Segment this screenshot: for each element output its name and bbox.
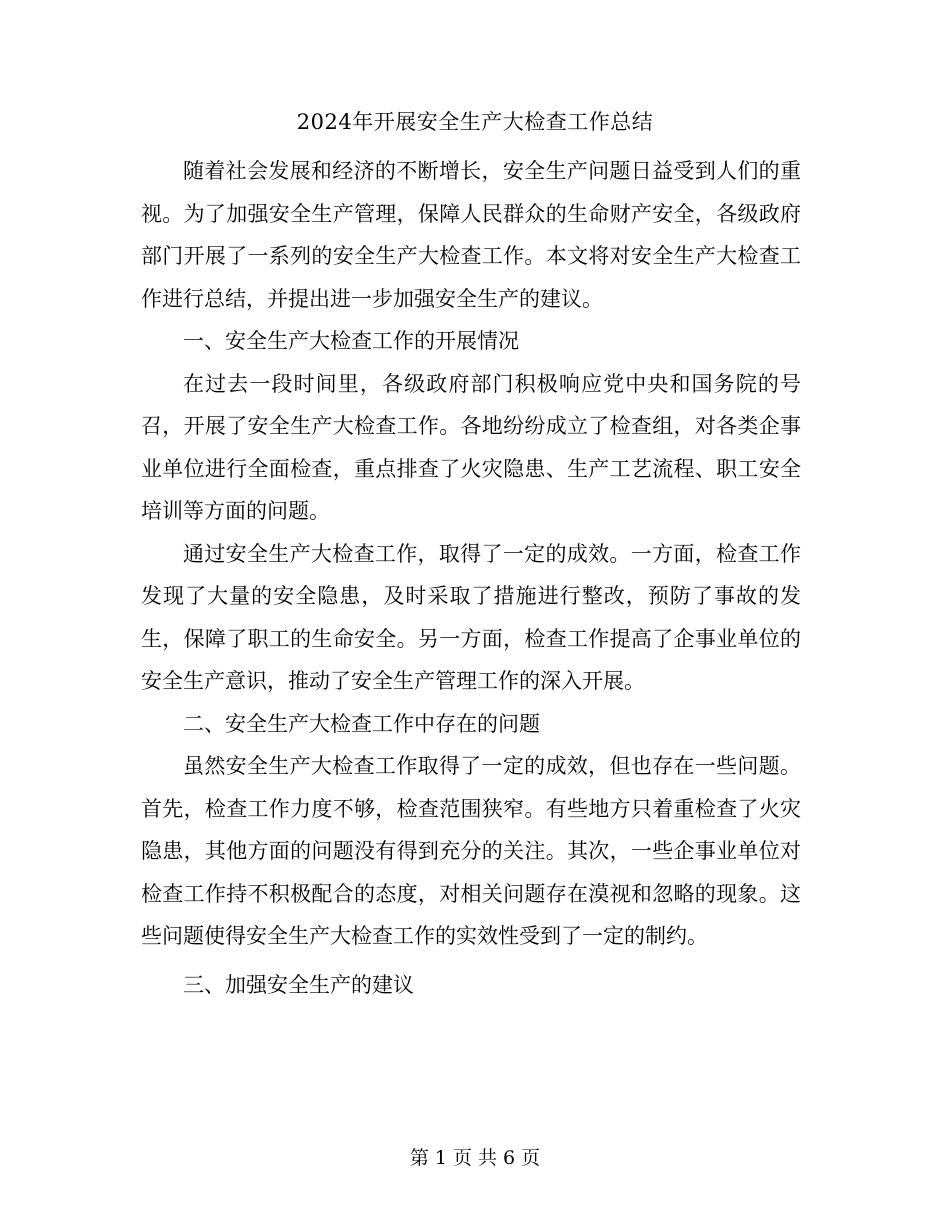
- document-body: [141, 150, 801, 1006]
- paragraph-section-1-b: 通过安全生产大检查工作，取得了一定的成效。一方面，检查工作发现了大量的安全隐患，及时采取了措施进行整改，预防了事故的发生，保障了职工的生命安全。另一方面，检查工作提高了企事业单位的安全生产意识，推动了安全生产管理工作的深入开展。: [141, 541, 801, 693]
- document-title: 2024年开展安全生产大检查工作总结: [296, 110, 654, 134]
- section-heading-1: 一、安全生产大检查工作的开展情况: [183, 329, 519, 353]
- section-heading-3: 三、加强安全生产的建议: [183, 972, 414, 997]
- paragraph-section-1-a: 在过去一段时间里，各级政府部门积极响应党中央和国务院的号召，开展了安全生产大检查工作。各地纷纷成立了检查组，对各类企事业单位进行全面检查，重点排查了火灾隐患、生产工艺流程、职工安全培训等方面的问题。: [141, 371, 801, 523]
- section-heading-2: 二、安全生产大检查工作中存在的问题: [183, 711, 540, 736]
- page-footer: 第 1 页 共 6 页: [409, 1147, 541, 1169]
- paragraph-intro: 随着社会发展和经济的不断增长，安全生产问题日益受到人们的重视。为了加强安全生产管理，保障人民群众的生命财产安全，各级政府部门开展了一系列的安全生产大检查工作。本文将对安全生产大检查工作进行总结，并提出进一步加强安全生产的建议。: [141, 159, 801, 311]
- paragraph-section-2: 虽然安全生产大检查工作取得了一定的成效，但也存在一些问题。首先，检查工作力度不够，检查范围狭窄。有些地方只着重检查了火灾隐患，其他方面的问题没有得到充分的关注。其次，一些企事业单位对检查工作持不积极配合的态度，对相关问题存在漠视和忽略的现象。这些问题使得安全生产大检查工作的实效性受到了一定的制约。: [141, 754, 801, 948]
